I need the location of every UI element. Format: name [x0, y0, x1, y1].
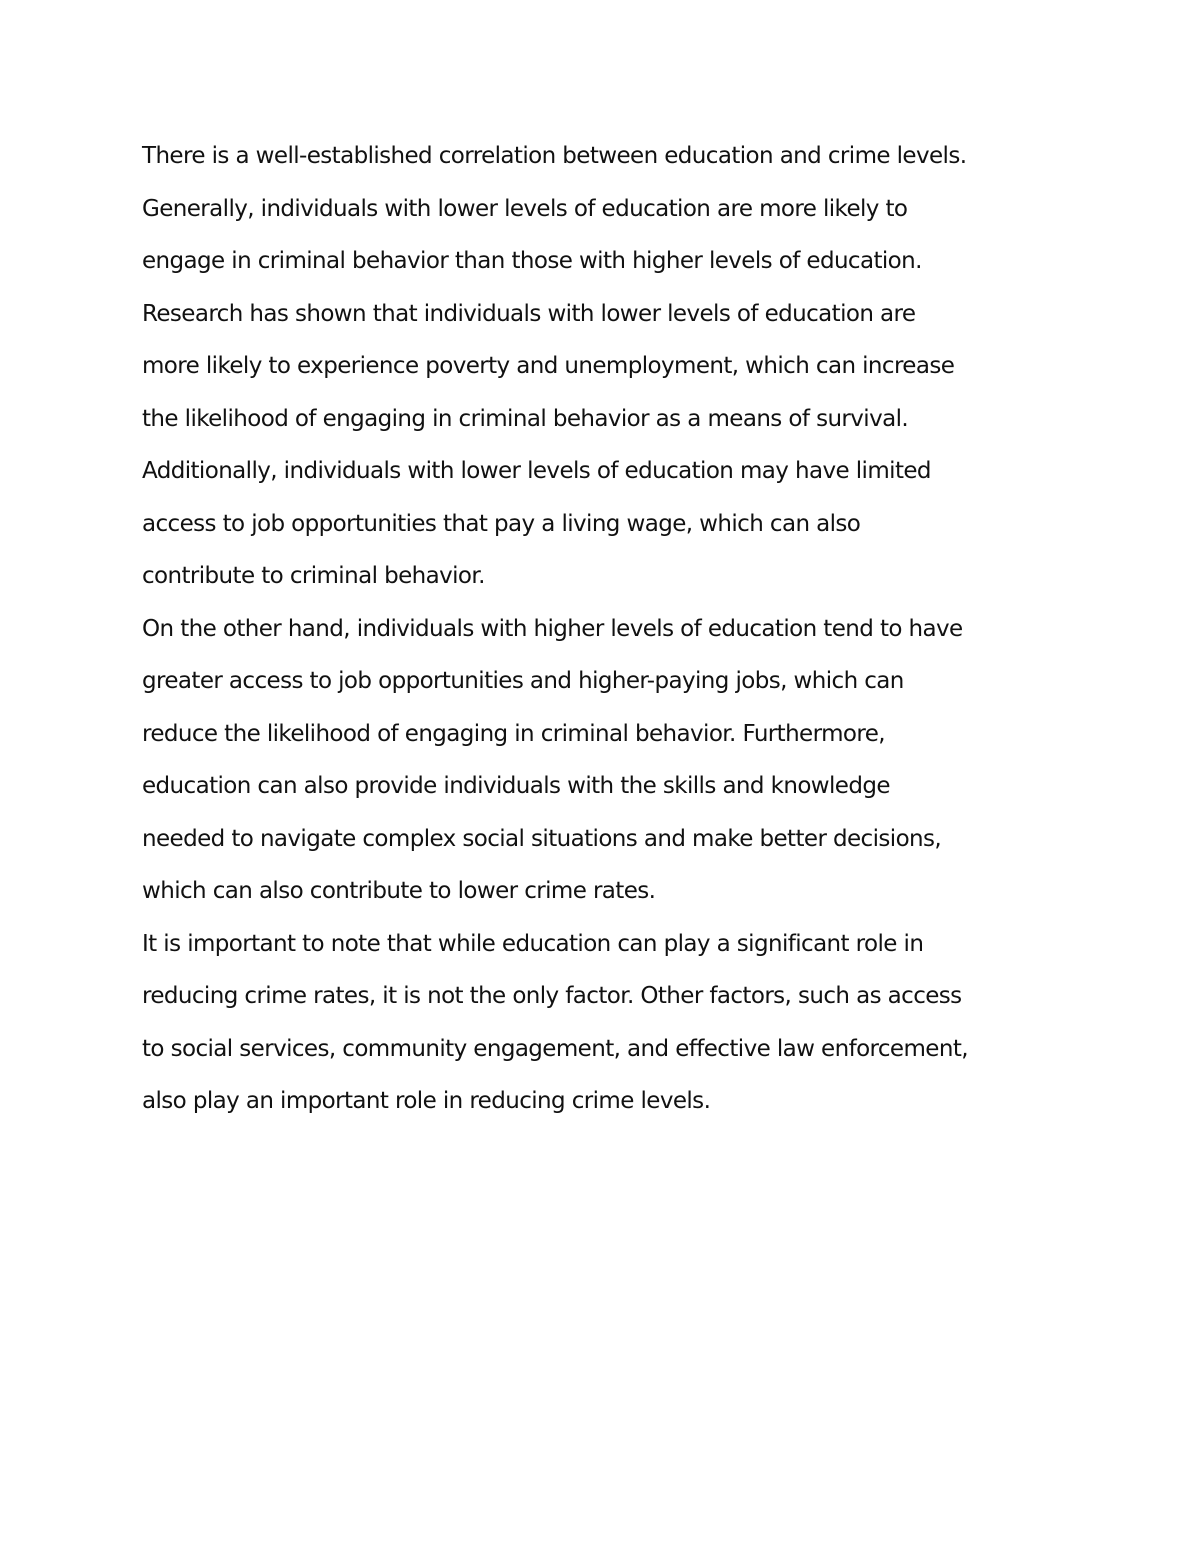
paragraph-3: [142, 918, 1082, 1128]
text-line: more likely to experience poverty and unemployment, which can increase: [142, 353, 955, 379]
text-line: engage in criminal behavior than those with higher levels of education.: [142, 248, 922, 274]
text-line: On the other hand, individuals with higher levels of education tend to have: [142, 615, 963, 642]
text-line: access to job opportunities that pay a living wage, which can also: [142, 510, 861, 537]
text-line: There is a well-established correlation between education and crime levels.: [142, 143, 967, 169]
text-line: Research has shown that individuals with lower levels of education are: [142, 300, 916, 327]
text-line: reducing crime rates, it is not the only factor. Other factors, such as access: [142, 983, 962, 1009]
text-line: education can also provide individuals with the skills and knowledge: [142, 773, 890, 799]
text-line: needed to navigate complex social situations and make better decisions,: [142, 825, 942, 852]
paragraph-2: [142, 603, 1082, 918]
text-line: It is important to note that while education can play a significant role in: [142, 930, 924, 957]
text-line: reduce the likelihood of engaging in criminal behavior. Furthermore,: [142, 720, 885, 747]
text-line: contribute to criminal behavior.: [142, 563, 485, 589]
text-line: Additionally, individuals with lower levels of education may have limited: [142, 458, 931, 484]
text-line: to social services, community engagement, and effective law enforcement,: [142, 1035, 968, 1062]
document-body: [142, 130, 1082, 1128]
text-line: the likelihood of engaging in criminal behavior as a means of survival.: [142, 405, 909, 432]
paragraph-1: [142, 130, 1082, 603]
text-line: which can also contribute to lower crime rates.: [142, 878, 656, 904]
text-line: also play an important role in reducing crime levels.: [142, 1088, 711, 1114]
text-line: greater access to job opportunities and higher-paying jobs, which can: [142, 668, 904, 694]
text-line: Generally, individuals with lower levels of education are more likely to: [142, 195, 908, 222]
